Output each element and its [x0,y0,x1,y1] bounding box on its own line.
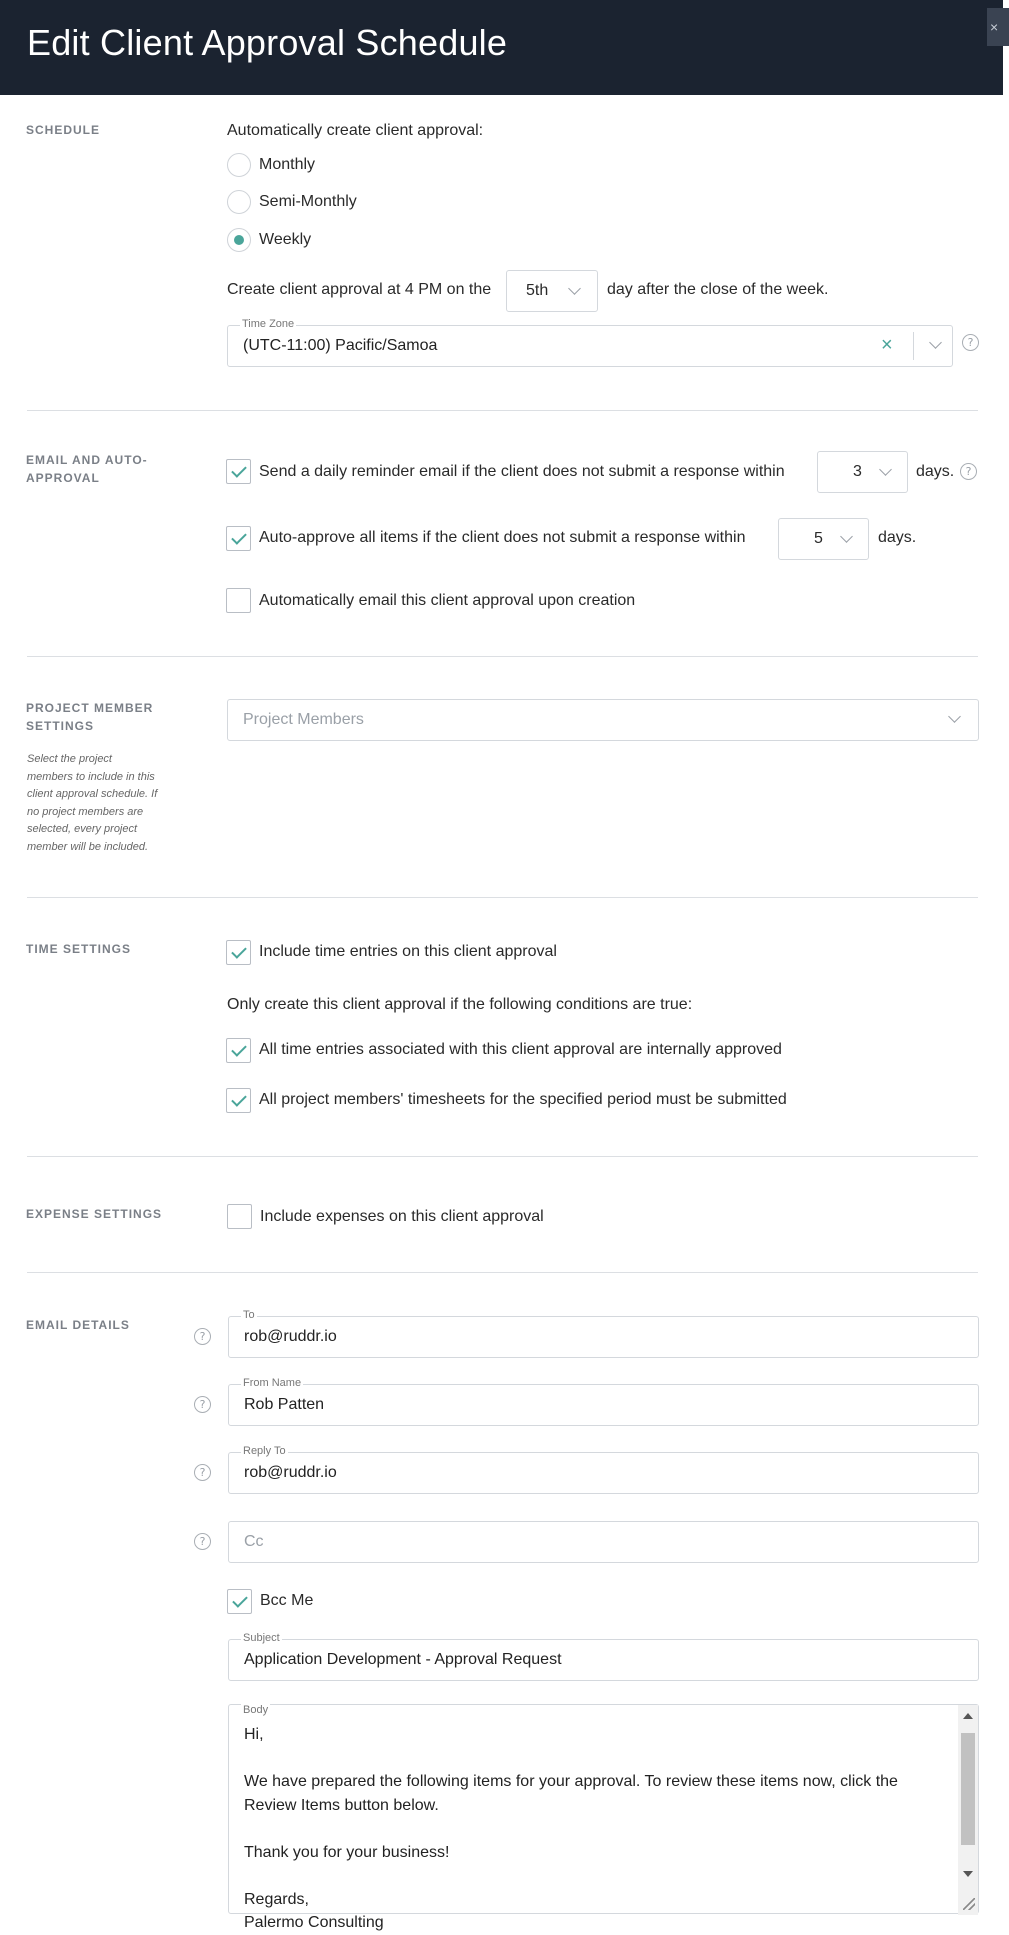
reminder-days-select[interactable] [817,451,908,493]
auto-approve-label: Auto-approve all items if the client does not submit a response within [259,529,746,546]
radio-monthly-label[interactable]: Monthly [259,156,316,173]
chevron-down-icon [879,463,892,476]
radio-semi-monthly[interactable] [227,190,251,214]
section-divider [27,1156,978,1157]
create-approval-prefix: Create client approval at 4 PM on the [227,281,492,298]
timezone-label: Time Zone [242,318,295,330]
project-members-placeholder: Project Members [243,711,364,728]
section-label-project-member-1: PROJECT MEMBER [26,701,154,715]
resize-grip-icon[interactable] [963,1898,975,1910]
schedule-intro: Automatically create client approval: [227,122,484,139]
to-label: To [243,1309,255,1321]
scroll-thumb[interactable] [961,1733,975,1845]
section-label-expense-settings: EXPENSE SETTINGS [26,1207,163,1221]
day-select-value: 5th [526,282,549,299]
auto-email-checkbox[interactable] [226,588,251,613]
include-time-label: Include time entries on this client approval [259,943,557,960]
select-divider [913,332,914,360]
scroll-down-arrow-icon[interactable] [963,1871,973,1877]
include-expenses-label: Include expenses on this client approval [260,1208,544,1225]
section-divider [27,656,978,657]
radio-weekly-label[interactable]: Weekly [259,231,312,248]
day-select[interactable] [506,270,598,312]
page-title: Edit Client Approval Schedule [27,22,508,63]
body-label: Body [243,1704,269,1716]
help-icon[interactable]: ? [194,1464,211,1481]
condition-submitted-checkbox[interactable] [226,1088,251,1113]
section-divider [27,897,978,898]
section-divider [27,1272,978,1273]
condition-approved-checkbox[interactable] [226,1038,251,1063]
close-icon[interactable]: × [987,8,1009,46]
reminder-days-suffix: days. [916,463,955,480]
cc-placeholder: Cc [244,1533,264,1550]
from-name-value: Rob Patten [244,1396,325,1413]
auto-approve-checkbox[interactable] [226,526,251,551]
subject-value: Application Development - Approval Request [244,1651,562,1668]
reply-to-value: rob@ruddr.io [244,1464,337,1481]
bcc-me-checkbox[interactable] [227,1589,252,1614]
to-field[interactable] [228,1309,979,1358]
help-icon[interactable]: ? [194,1396,211,1413]
chevron-down-icon [948,710,961,723]
auto-email-label: Automatically email this client approval upon creation [259,592,636,609]
reply-to-label: Reply To [243,1445,286,1457]
reply-to-field[interactable] [228,1445,979,1494]
include-expenses-checkbox[interactable] [227,1204,252,1229]
section-divider [27,410,978,411]
reminder-label: Send a daily reminder email if the client does not submit a response within [259,463,785,480]
auto-approve-days-suffix: days. [878,529,917,546]
chevron-down-icon[interactable] [929,336,942,349]
project-member-note: Select the project members to include in this client approval schedule. If no project members are selected, every project member will be included. [27,753,158,853]
conditions-intro: Only create this client approval if the following conditions are true: [227,996,693,1013]
reminder-checkbox[interactable] [226,459,251,484]
subject-field[interactable] [228,1632,979,1681]
body-scrollbar[interactable] [958,1705,978,1915]
body-text[interactable]: Hi, We have prepared the following items for your approval. To review these items now, click the Review Items button below. Thank you for your business! Regards, Palermo Consulting [244,1726,898,1931]
from-name-field[interactable] [228,1377,979,1426]
condition-approved-label: All time entries associated with this client approval are internally approved [259,1041,782,1058]
subject-label: Subject [243,1632,280,1644]
condition-submitted-label: All project members' timesheets for the specified period must be submitted [259,1091,787,1108]
chevron-down-icon [568,282,581,295]
help-icon[interactable]: ? [960,463,977,480]
section-label-email-details: EMAIL DETAILS [26,1318,130,1332]
chevron-down-icon [840,530,853,543]
project-members-select[interactable] [227,699,979,741]
body-textarea[interactable] [228,1704,979,1931]
radio-monthly[interactable] [227,153,251,177]
help-icon[interactable]: ? [962,334,979,351]
reminder-days-value: 3 [853,463,862,480]
radio-weekly[interactable] [227,228,251,252]
clear-icon[interactable]: × [881,334,893,356]
section-label-project-member-2: SETTINGS [26,719,95,733]
from-name-label: From Name [243,1377,302,1389]
cc-field[interactable] [228,1521,979,1563]
create-approval-suffix: day after the close of the week. [607,281,829,298]
include-time-checkbox[interactable] [226,940,251,965]
timezone-select[interactable] [227,318,953,367]
radio-semi-monthly-label[interactable]: Semi-Monthly [259,193,357,210]
help-icon[interactable]: ? [194,1533,211,1550]
section-label-email-auto-2: APPROVAL [26,471,100,485]
to-value: rob@ruddr.io [244,1328,337,1345]
auto-approve-days-select[interactable] [778,518,869,560]
timezone-value: (UTC-11:00) Pacific/Samoa [243,337,438,354]
help-icon[interactable]: ? [194,1328,211,1345]
scroll-up-arrow-icon[interactable] [963,1713,973,1719]
section-label-schedule: SCHEDULE [26,123,101,137]
section-label-email-auto-1: EMAIL AND AUTO- [26,453,148,467]
section-label-time-settings: TIME SETTINGS [26,942,132,956]
dialog-header [0,0,1003,95]
bcc-me-label: Bcc Me [260,1592,314,1609]
auto-approve-days-value: 5 [814,530,823,547]
